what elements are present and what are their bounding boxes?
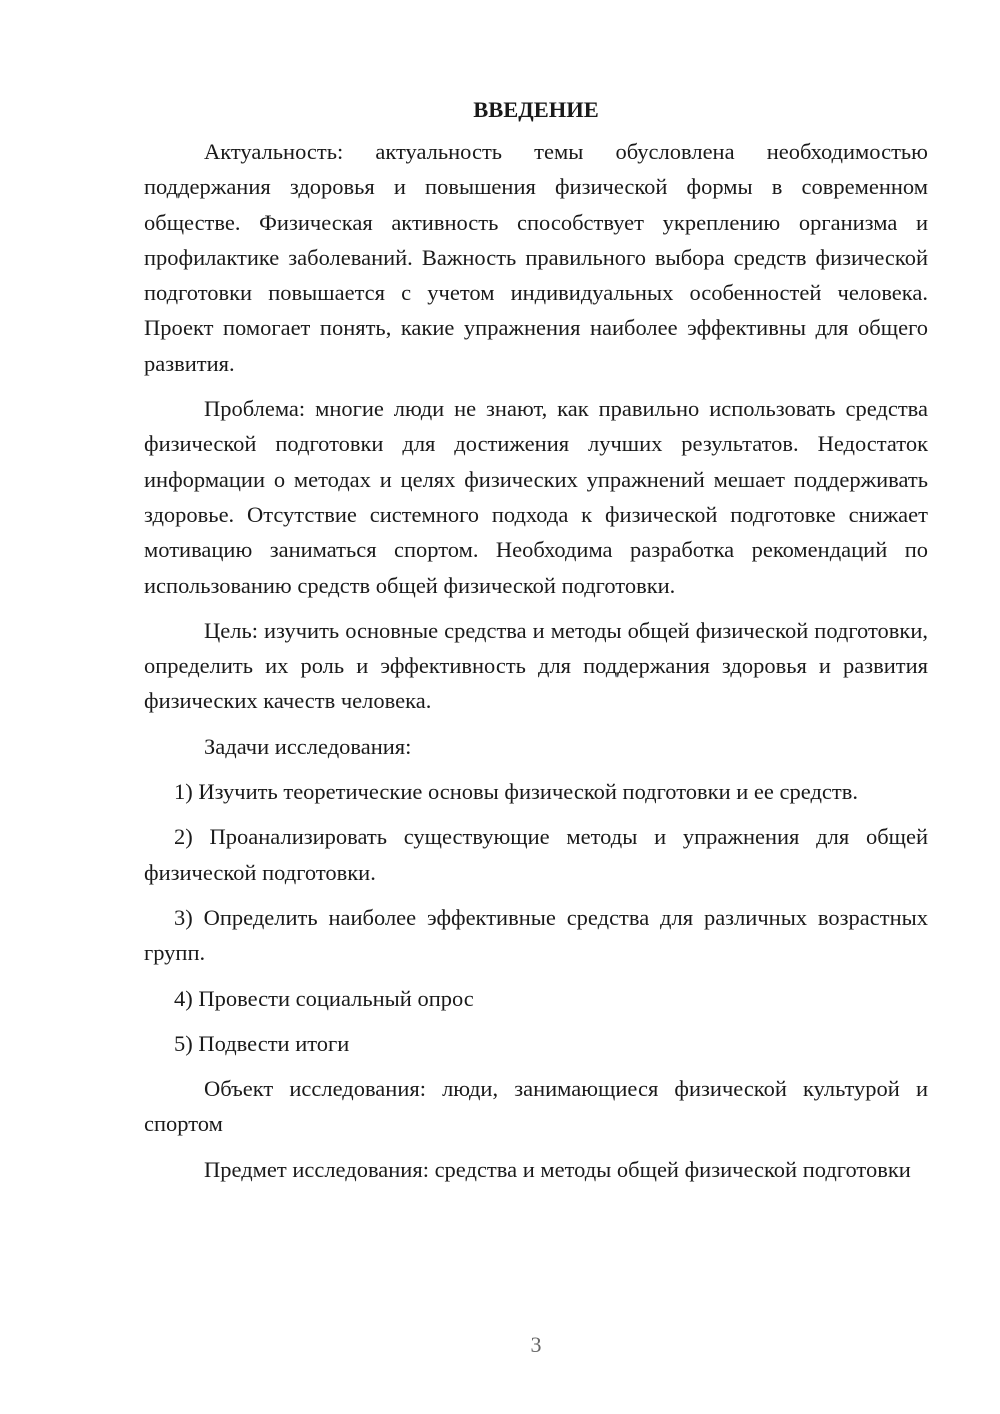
problem-paragraph: Проблема: многие люди не знают, как правильно использовать средства физической подготовки для достижения лучших результатов. Недостаток информации о методах и целях физических упражнений мешает поддерживать здоровье. Отсутствие системного подхода к физической подготовке снижает мотивацию заниматься спортом. Необходима разработка рекомендаций по использованию средств общей физической подготовки. xyxy=(144,396,928,598)
goal-paragraph: Цель: изучить основные средства и методы общей физической подготовки, определить их роль и эффективность для поддержания здоровья и развития физических качеств человека. xyxy=(144,617,928,714)
page-content xyxy=(144,92,928,1187)
task-item: 3) Определить наиболее эффективные средства для различных возрастных групп. xyxy=(144,904,928,966)
task-item: 4) Провести социальный опрос xyxy=(174,985,474,1011)
task-item: 2) Проанализировать существующие методы и упражнения для общей физической подготовки. xyxy=(144,824,928,885)
page-number: 3 xyxy=(530,1332,542,1357)
task-item: 1) Изучить теоретические основы физической подготовки и ее средств. xyxy=(174,779,858,805)
tasks-heading: Задачи исследования: xyxy=(204,733,412,759)
relevance-paragraph: Актуальность: актуальность темы обусловлена необходимостью поддержания здоровья и повышения физической формы в современном обществе. Физическая активность способствует укреплению организма и профилактике заболеваний. Важность правильного выбора средств физической подготовки повышается с учетом индивидуальных особенностей человека. Проект помогает понять, какие упражнения наиболее эффективны для общего развития. xyxy=(144,139,928,376)
section-title: ВВЕДЕНИЕ xyxy=(473,97,599,122)
subject-paragraph: Предмет исследования: средства и методы общей физической подготовки xyxy=(204,1156,911,1182)
task-item: 5) Подвести итоги xyxy=(174,1030,350,1056)
object-paragraph: Объект исследования: люди, занимающиеся физической культурой и спортом xyxy=(144,1076,928,1137)
